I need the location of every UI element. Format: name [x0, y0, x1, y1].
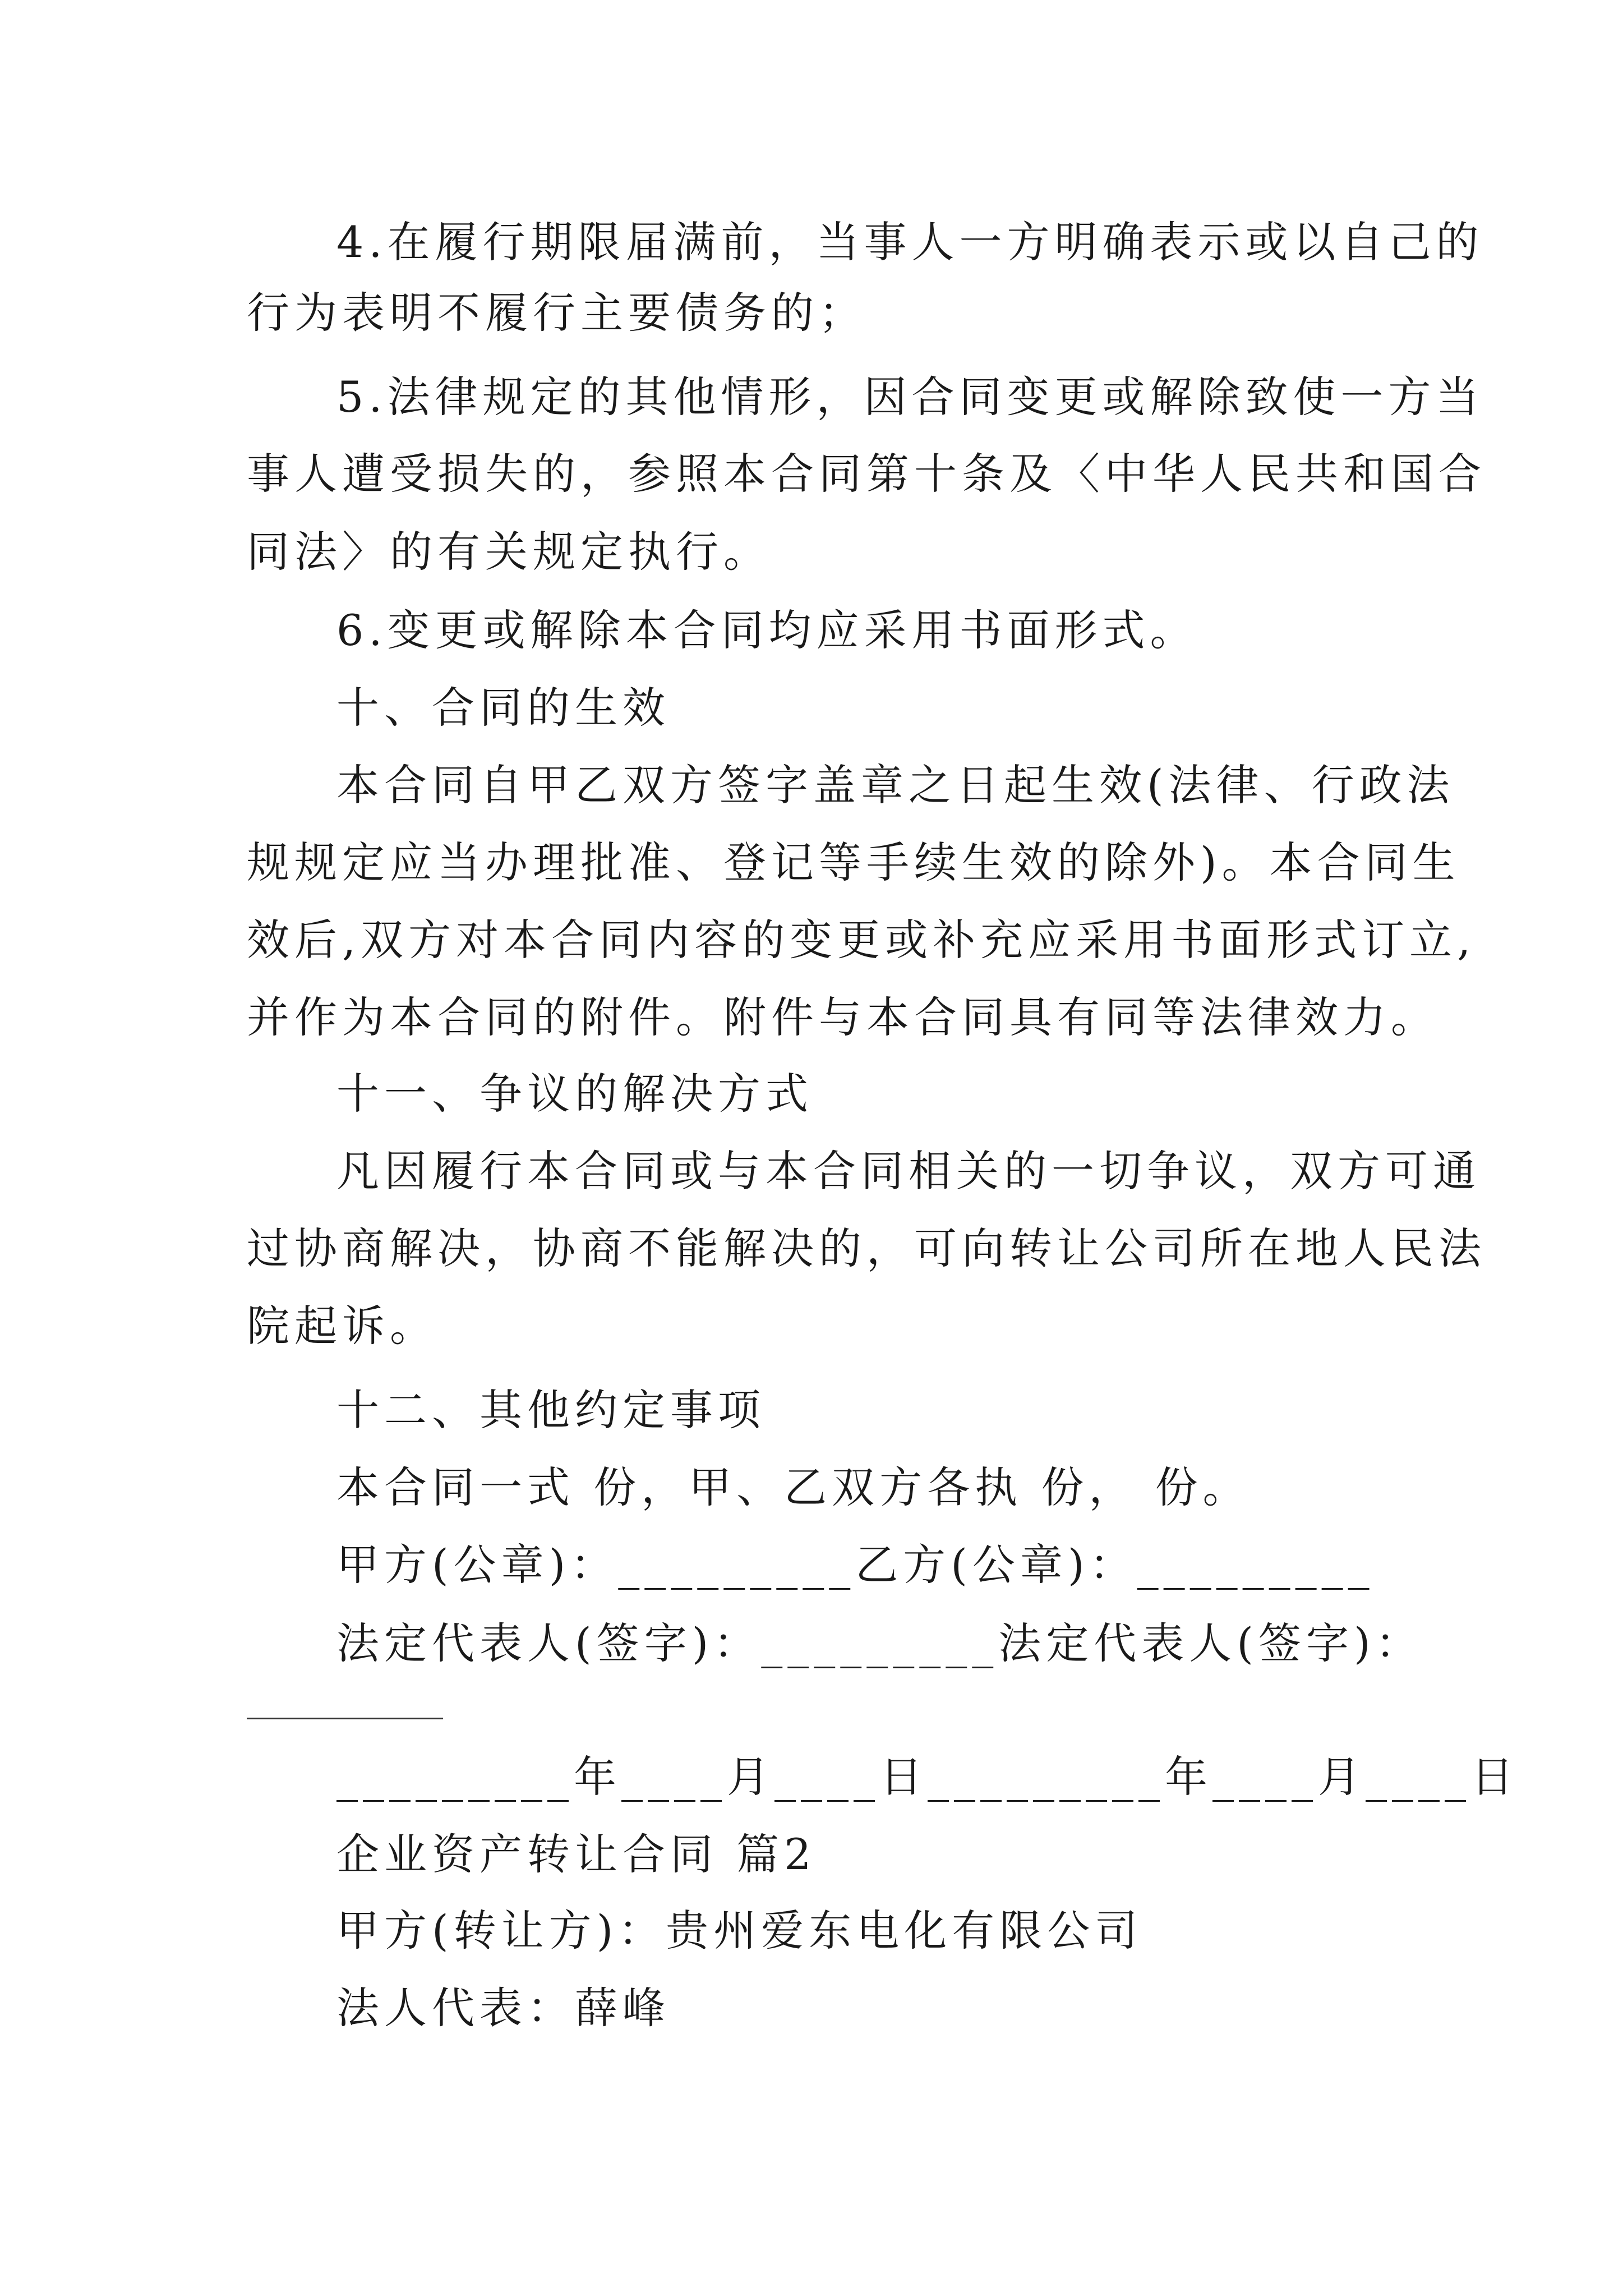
paragraph-line: 规规定应当办理批准、登记等手续生效的除外)。本合同生 [247, 838, 1460, 887]
signature-line-representative: 法定代表人(签字)：_________法定代表人(签字)： [336, 1618, 1423, 1668]
paragraph-line: 本合同自甲乙双方签字盖章之日起生效(法律、行政法 [336, 760, 1455, 810]
paragraph-line: 效后,双方对本合同内容的变更或补充应采用书面形式订立, [247, 915, 1476, 965]
paragraph-line: 过协商解决，协商不能解决的，可向转让公司所在地人民法 [247, 1223, 1486, 1273]
section-heading: 十二、其他约定事项 [336, 1385, 766, 1435]
legal-representative-line: 法人代表：薛峰 [336, 1983, 670, 2033]
paragraph-line: 6.变更或解除本合同均应采用书面形式。 [336, 605, 1198, 655]
paragraph-line: 5.法律规定的其他情形，因合同变更或解除致使一方当 [336, 372, 1484, 422]
paragraph-line: 凡因履行本合同或与本合同相关的一切争议，双方可通 [336, 1146, 1481, 1196]
paragraph-line: 4.在履行期限届满前，当事人一方明确表示或以自己的 [336, 217, 1484, 267]
paragraph-line: 本合同一式 份，甲、乙双方各执 份， 份。 [336, 1462, 1251, 1512]
signature-line-seal: 甲方(公章)：_________乙方(公章)：_________ [336, 1540, 1375, 1590]
paragraph-line: 事人遭受损失的，参照本合同第十条及〈中华人民共和国合 [247, 449, 1486, 499]
section-heading: 十一、争议的解决方式 [336, 1069, 813, 1119]
signature-underline [247, 1718, 443, 1719]
paragraph-line: 院起诉。 [247, 1301, 437, 1351]
party-a-line: 甲方(转让方)：贵州爱东电化有限公司 [336, 1906, 1143, 1955]
paragraph-line: 并作为本合同的附件。附件与本合同具有同等法律效力。 [247, 992, 1438, 1042]
document-subtitle: 企业资产转让合同 篇2 [336, 1829, 817, 1879]
paragraph-line: 行为表明不履行主要债务的； [247, 288, 866, 338]
section-heading: 十、合同的生效 [336, 683, 670, 733]
paragraph-line: 同法〉的有关规定执行。 [247, 527, 771, 577]
date-line: _________年____月____日_________年____月____日 [336, 1752, 1519, 1802]
